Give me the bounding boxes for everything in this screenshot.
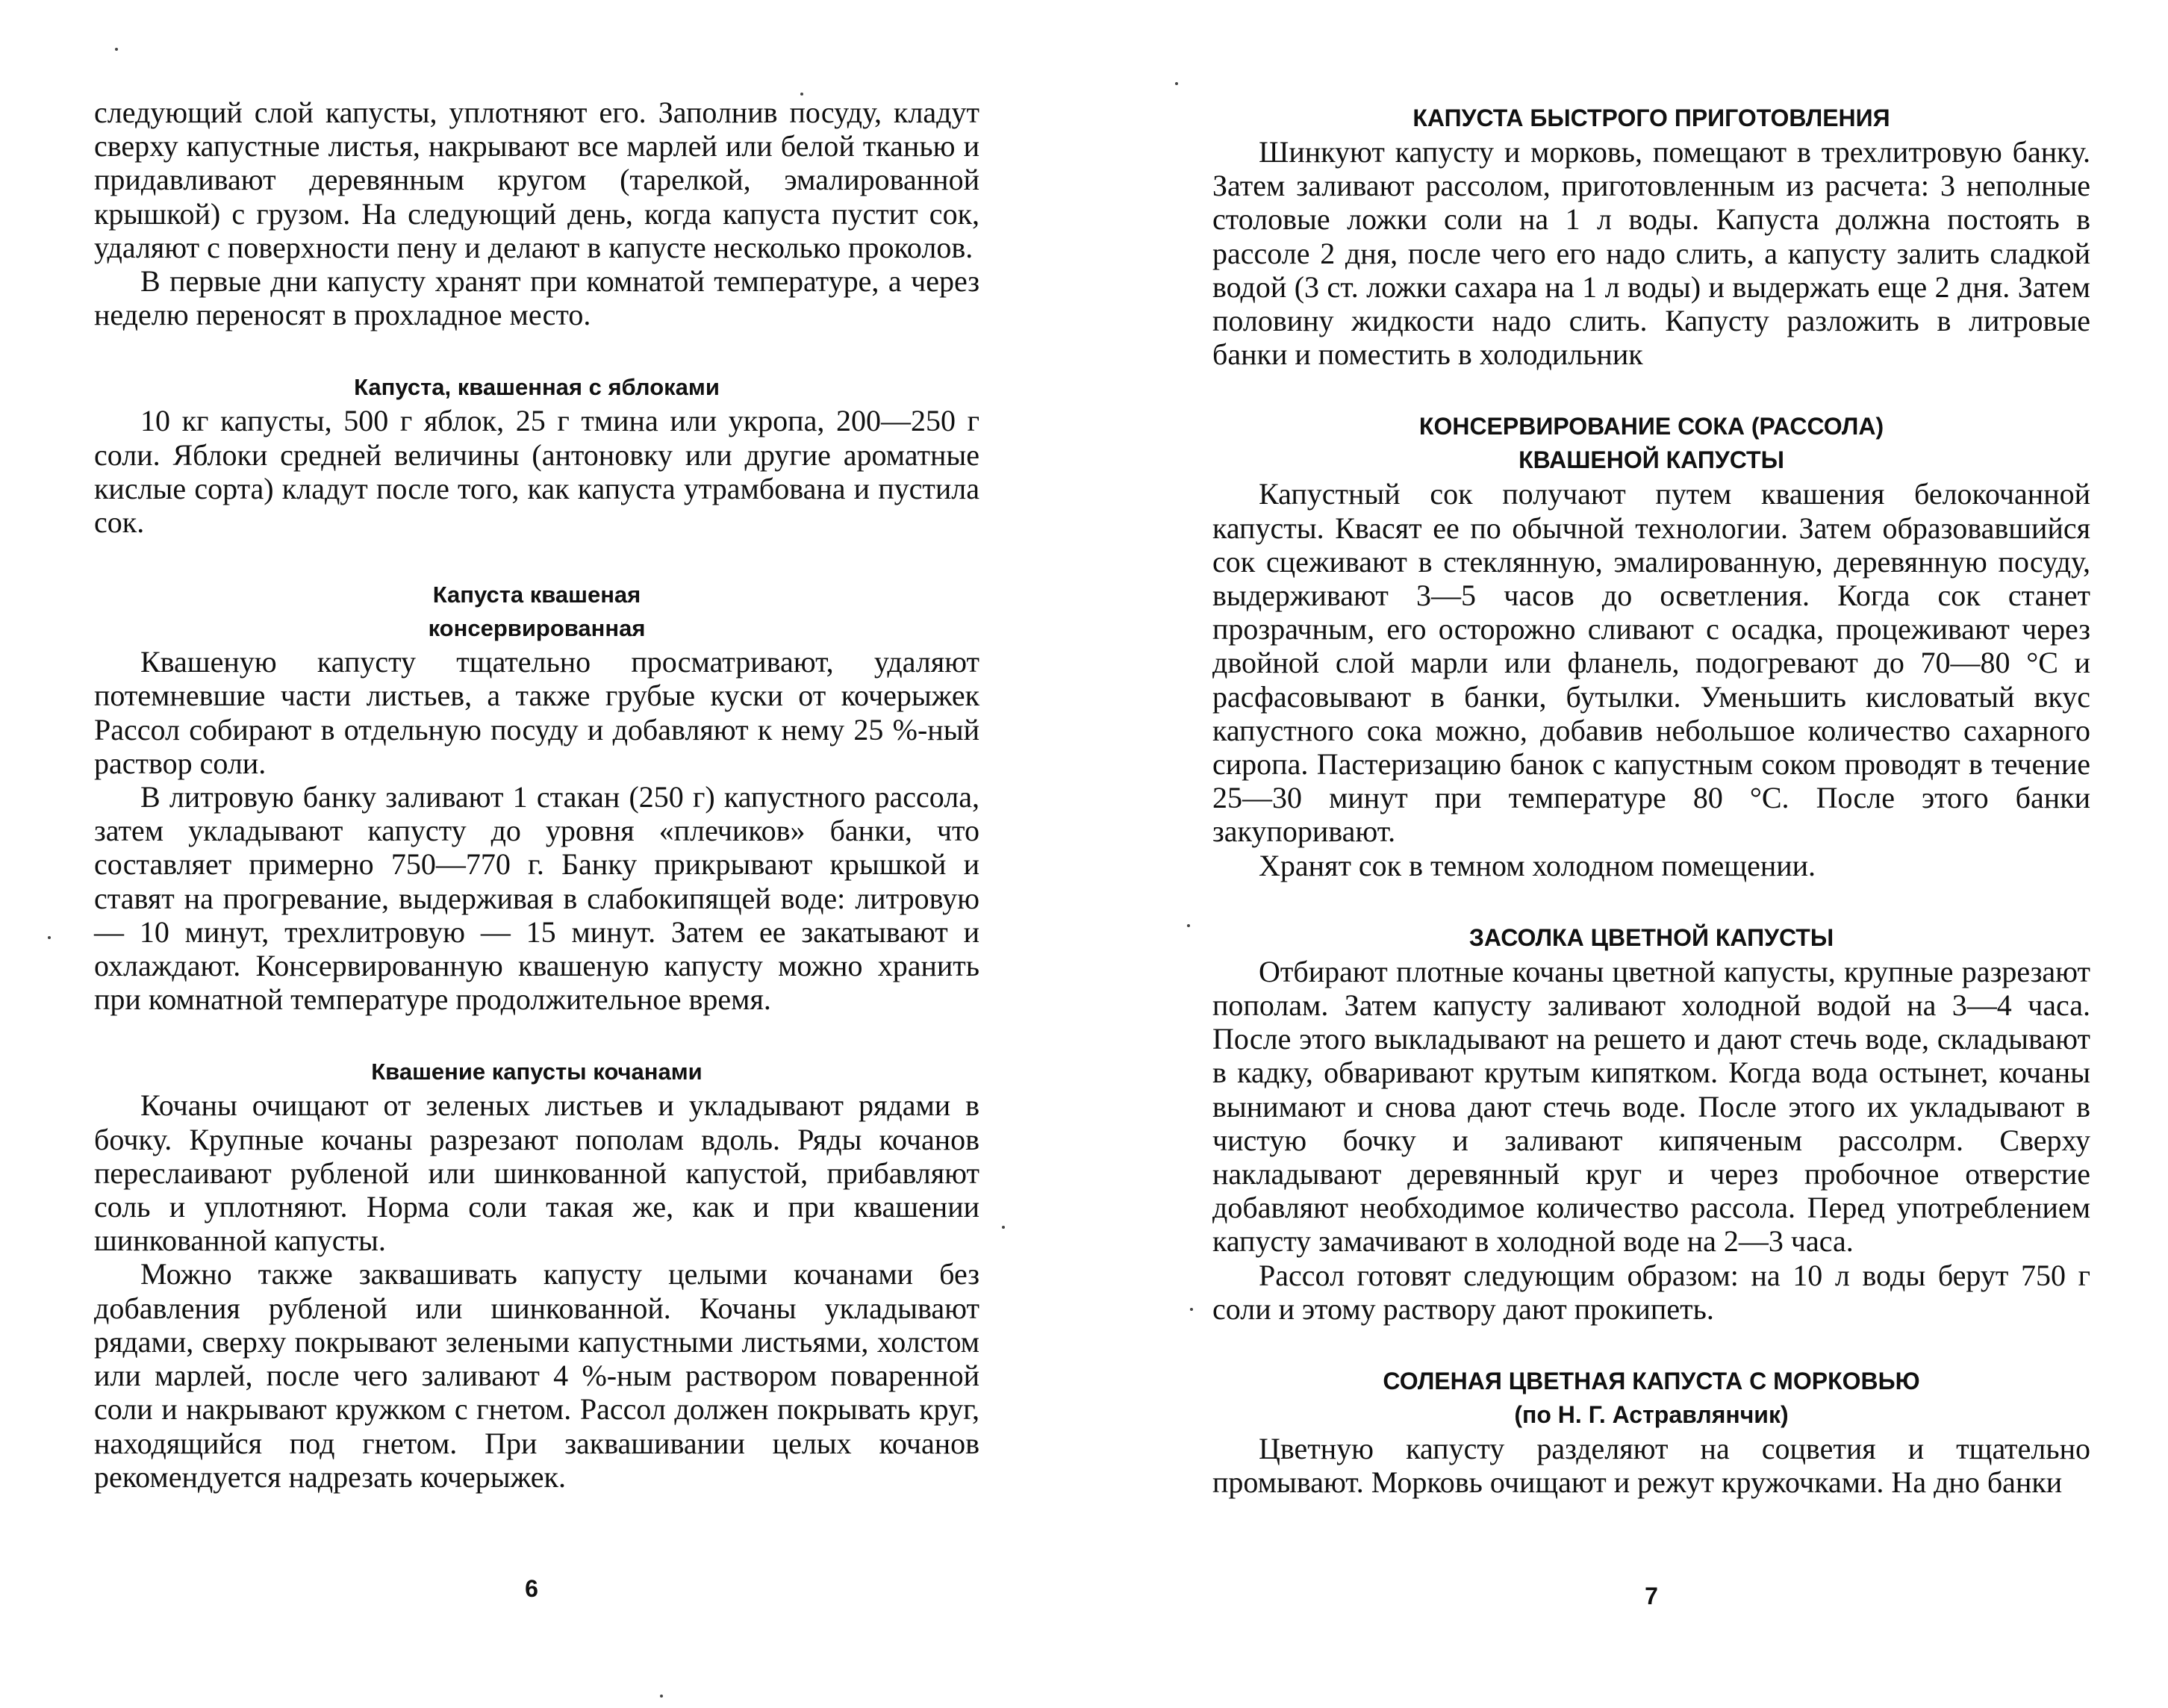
section-heading-cauliflower [1212, 921, 2090, 955]
section-heading-carrot [1212, 1365, 2090, 1432]
page-number: 6 [525, 1575, 538, 1602]
heading-line: Капуста, квашенная с яблоками [354, 374, 720, 401]
right-page-body [1212, 102, 2090, 1500]
scan-speck [800, 93, 803, 96]
heading-line: (по Н. Г. Астравлянчик) [1514, 1401, 1789, 1429]
heading-line: КАПУСТА БЫСТРОГО ПРИГОТОВЛЕНИЯ [1412, 105, 1890, 131]
heading-line: КОНСЕРВИРОВАНИЕ СОКА (РАССОЛА) [1418, 413, 1884, 440]
heading-line: консервированная [428, 615, 646, 642]
paragraph: Можно также заквашивать капусту целыми кочанами без добавления рубленой или шинкованной. Кочаны укладывают рядами, сверху покрывают зелеными капустными листьями, холстом или марлей, после чего заливают 4 %-ным раствором поваренной соли и накрывают кружком с гнетом. Рассол должен покрывать круг, находящийся под гнетом. При заквашивании целых кочанов рекомендуется надрезать кочерыжек. [94, 1257, 979, 1494]
heading-line: КВАШЕНОЙ КАПУСТЫ [1518, 446, 1784, 474]
heading-line: Капуста квашеная [432, 582, 641, 608]
paragraph: Рассол готовят следующим образом: на 10 л воды берут 750 г соли и этому раствору дают прокипеть. [1212, 1258, 2090, 1326]
paragraph: Отбирают плотные кочаны цветной капусты, крупные разрезают пополам. Затем капусту заливают холодной водой на 3—4 часа. После этого выкладывают на решето и дают стечь воде, складывают в кадку, обваривают крутым кипятком. Когда вода остынет, кочаны вынимают и снова дают стечь воде. После этого их укладывают в чистую бочку и заливают кипяченым рассолрм. Сверху накладывают деревянный круг и через пробочное отверстие добавляют необходимое количество рассола. Перед употреблением капусту замачивают в холодной воде на 2—3 часа. [1212, 954, 2090, 1259]
paragraph: Капустный сок получают путем квашения белокочанной капусты. Квасят ее по обычной технологии. Затем образовавшийся сок сцеживают в стеклянную, эмалированную, деревянную посуду, выдерживают 3—5 часов до осветления. Когда сок станет прозрачным, его осторожно сливают с осадка, процеживают через двойной слой марли или фланель, подогревают до 70—80 °С и расфасовывают в банки, бутылки. Уменьшить кисловатый вкус капустного сока можно, добавив небольшое количество сахарного сиропа. Пастеризацию банок с капустным соком проводят в течение 25—30 минут при температуре 80 °С. После этого банки закупоривают. [1212, 477, 2090, 849]
left-page-body [94, 96, 979, 1494]
section-heading-quick [1212, 102, 2090, 135]
scan-speck [1187, 924, 1190, 927]
heading-line: Квашение капусты кочанами [371, 1059, 703, 1085]
scan-speck [48, 936, 51, 939]
scan-speck [1002, 1226, 1005, 1229]
heading-line: ЗАСОЛКА ЦВЕТНОЙ КАПУСТЫ [1468, 923, 1834, 951]
scan-speck [1175, 82, 1178, 85]
scan-speck [115, 48, 118, 51]
section-heading-juice [1212, 410, 2090, 477]
paragraph: В первые дни капусту хранят при комнатой температуре, а через неделю переносят в прохладное место. [94, 264, 979, 332]
section-heading-apples [94, 370, 979, 404]
scan-speck [1190, 1308, 1193, 1311]
paragraph: следующий слой капусты, уплотняют его. Заполнив посуду, кладут сверху капустные листья, накрывают все марлей или белой тканью и придавливают деревянным кругом (тарелкой, эмалированной крышкой) с грузом. На следующий день, когда капуста пустит сок, удаляют с поверхности пену и делают в капусте несколько проколов. [94, 96, 979, 264]
page-number: 7 [1645, 1583, 1658, 1609]
paragraph: Кочаны очищают от зеленых листьев и укладывают рядами в бочку. Крупные кочаны разрезают пополам вдоль. Ряды кочанов переслаивают рубленой или шинкованной капустой, прибавляют соль и уплотняют. Норма соли такая же, как и при квашении шинкованной капусты. [94, 1088, 979, 1258]
scan-speck [660, 1695, 663, 1698]
paragraph: Цветную капусту разделяют на соцветия и тщательно промывают. Морковь очищают и режут кружочками. На дно банки [1212, 1432, 2090, 1500]
heading-line: СОЛЕНАЯ ЦВЕТНАЯ КАПУСТА С МОРКОВЬЮ [1383, 1368, 1920, 1395]
paragraph: 10 кг капусты, 500 г яблок, 25 г тмина или укропа, 200—250 г соли. Яблоки средней величины (антоновку или другие ароматные кислые сорта) кладут после того, как капуста утрамбована и пустила сок. [94, 404, 979, 540]
paragraph: В литровую банку заливают 1 стакан (250 г) капустного рассола, затем укладывают капусту до уровня «плечиков» банки, что составляет примерно 750—770 г. Банку прикрывают крышкой и ставят на прогревание, выдерживая в слабокипящей воде: литровую — 10 минут, трехлитровую — 15 минут. Затем ее закатывают и охлаждают. Консервированную квашеную капусту можно хранить при комнатной температуре продолжительное время. [94, 780, 979, 1017]
paragraph: Хранят сок в темном холодном помещении. [1259, 848, 1816, 882]
section-heading-canned [94, 578, 979, 645]
section-heading-heads [94, 1055, 979, 1088]
paragraph: Квашеную капусту тщательно просматривают, удаляют потемневшие части листьев, а также грубые куски от кочерыжек Рассол собирают в отдельную посуду и добавляют к нему 25 %-ный раствор соли. [94, 645, 979, 780]
paragraph: Шинкуют капусту и морковь, помещают в трехлитровую банку. Затем заливают рассолом, приготовленным из расчета: 3 неполные столовые ложки соли на 1 л воды. Капуста должна постоять в рассоле 2 дня, после чего его надо слить, а капусту залить сладкой водой (3 ст. ложки сахара на 1 л воды) и выдержать еще 2 дня. Затем половину жидкости надо слить. Капусту разложить в литровые банки и поместить в холодильник [1212, 135, 2090, 372]
